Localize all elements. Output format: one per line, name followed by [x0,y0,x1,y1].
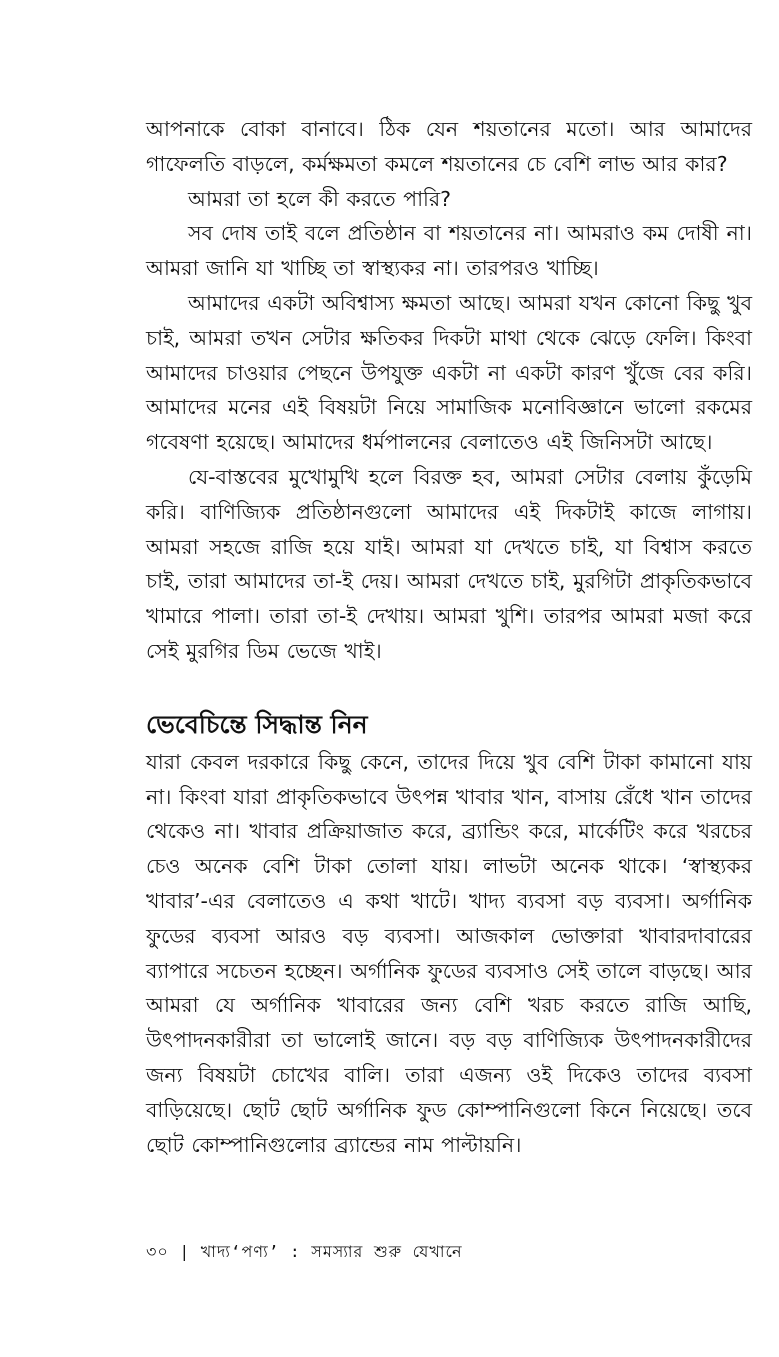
page-number: ৩০ [146,1242,169,1261]
running-title: খাদ্য‘পণ্য’ : সমস্যার শুরু যেখানে [200,1242,463,1261]
page-body [146,112,752,1162]
section-heading: ভেবেচিন্তে সিদ্ধান্ত নিন [146,709,368,739]
paragraph-4: আমাদের একটা অবিশ্বাস্য ক্ষমতা আছে। আমরা যখন কোনো কিছু খুব চাই, আমরা তখন সেটার ক্ষতিকর দিকটা মাথা থেকে ঝেড়ে ফেলি। কিংবা আমাদের চাওয়ার পেছনে উপযুক্ত একটা না একটা কারণ খুঁজে বের করি। আমাদের মনের এই বিষয়টা নিয়ে সামাজিক মনোবিজ্ঞানে ভালো রকমের গবেষণা হয়েছে। আমাদের ধর্মপালনের বেলাতেও এই জিনিসটা আছে। [146,290,752,455]
page-footer [146,1240,463,1264]
footer-separator: | [168,1242,201,1261]
paragraph-2: আমরা তা হলে কী করতে পারি? [188,186,452,211]
paragraph-5: যে-বাস্তবের মুখোমুখি হলে বিরক্ত হব, আমরা সেটার বেলায় কুঁড়েমি করি। বাণিজ্যিক প্রতিষ্ঠানগুলো আমাদের এই দিকটাই কাজে লাগায়। আমরা সহজে রাজি হয়ে যাই। আমরা যা দেখতে চাই, যা বিশ্বাস করতে চাই, তারা আমাদের তা-ই দেয়। আমরা দেখতে চাই, মুরগিটা প্রাকৃতিকভাবে খামারে পালা। তারা তা-ই দেখায়। আমরা খুশি। তারপর আমরা মজা করে সেই মুরগির ডিম ভেজে খাই। [146,464,752,663]
section-paragraph: যারা কেবল দরকারে কিছু কেনে, তাদের দিয়ে খুব বেশি টাকা কামানো যায় না। কিংবা যারা প্রাকৃতিকভাবে উৎপন্ন খাবার খান, বাসায় রেঁধে খান তাদের থেকেও না। খাবার প্রক্রিয়াজাত করে, ব্র্যান্ডিং করে, মার্কেটিং করে খরচের চেও অনেক বেশি টাকা তোলা যায়। লাভটা অনেক থাকে। ‘স্বাস্থ্যকর খাবার’-এর বেলাতেও এ কথা খাটে। খাদ্য ব্যবসা বড় ব্যবসা। অর্গানিক ফুডের ব্যবসা আরও বড় ব্যবসা। আজকাল ভোক্তারা খাবারদাবারের ব্যাপারে সচেতন হচ্ছেন। অর্গানিক ফুডের ব্যবসাও সেই তালে বাড়ছে। আর আমরা যে অর্গানিক খাবারের জন্য বেশি খরচ করতে রাজি আছি, উৎপাদনকারীরা তা ভালোই জানে। বড় বড় বাণিজ্যিক উৎপাদনকারীদের জন্য বিষয়টা চোখের বালি। তারা এজন্য ওই দিকেও তাদের ব্যবসা বাড়িয়েছে। ছোট ছোট অর্গানিক ফুড কোম্পানিগুলো কিনে নিয়েছে। তবে ছোট কোম্পানিগুলোর ব্র্যান্ডের নাম পাল্টায়নি। [146,749,752,1157]
paragraph-3: সব দোষ তাই বলে প্রতিষ্ঠান বা শয়তানের না। আমরাও কম দোষী না। আমরা জানি যা খাচ্ছি তা স্বাস্থ্যকর না। তারপরও খাচ্ছি। [146,221,752,281]
paragraph-1: আপনাকে বোকা বানাবে। ঠিক যেন শয়তানের মতো। আর আমাদের গাফেলতি বাড়লে, কর্মক্ষমতা কমলে শয়তানের চে বেশি লাভ আর কার? [146,117,752,176]
